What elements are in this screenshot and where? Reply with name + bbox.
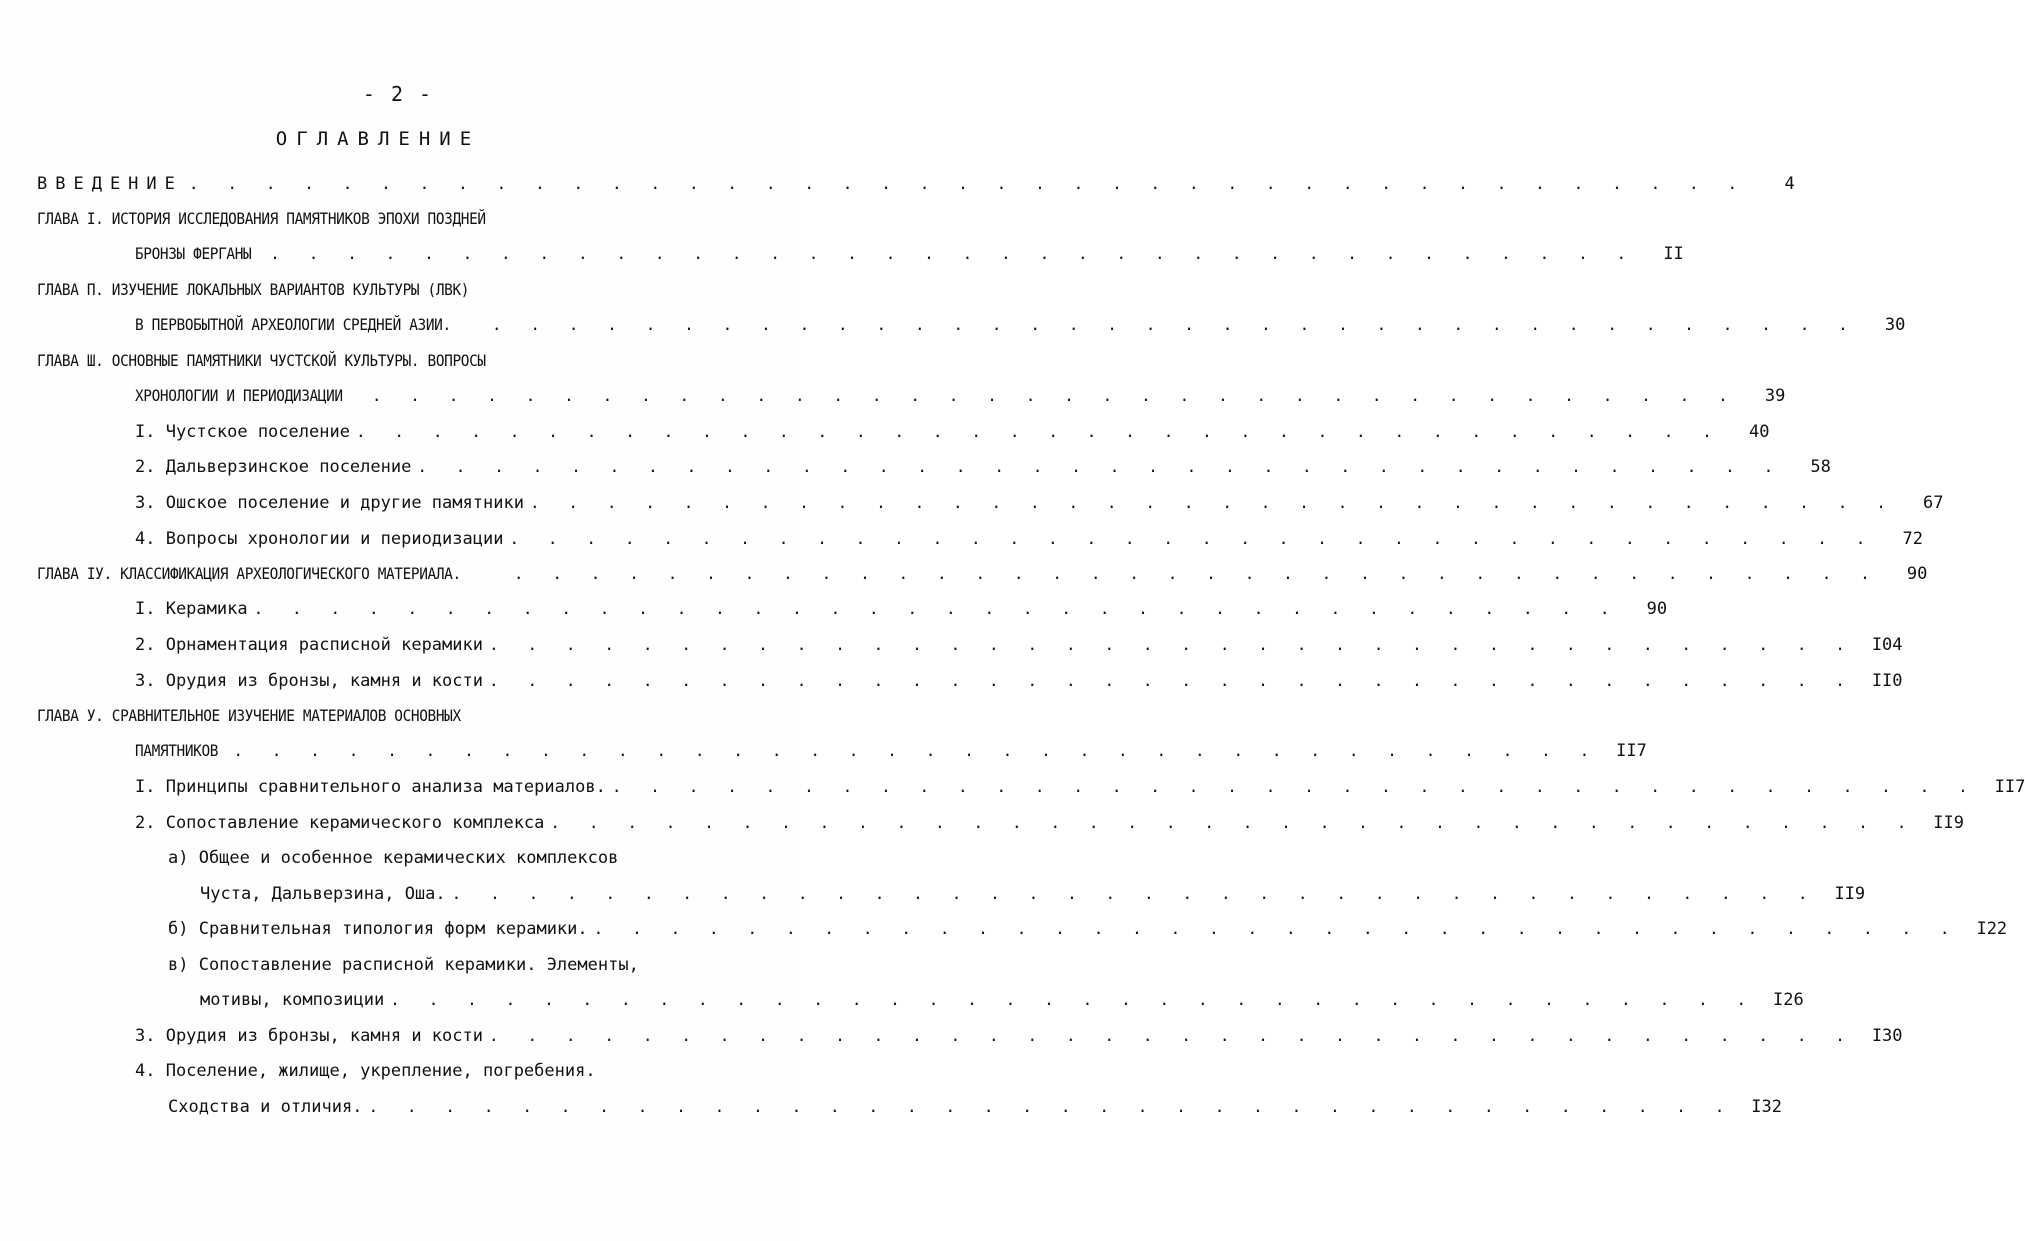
toc-entry-chapter-5-cont[interactable] bbox=[135, 738, 1647, 764]
toc-entry-page: 90 bbox=[1906, 564, 1928, 584]
toc-entry-text: 4. Поселение, жилище, укрепление, погребения. bbox=[135, 1061, 596, 1081]
toc-entry-text: б) Сравнительная типология форм керамики. bbox=[168, 919, 588, 939]
leader-dots: . . . . . . . . . . . . . . . . . . . . . . . . . . . . . . . . . . . . bbox=[489, 671, 1855, 690]
toc-entry-page: 72 bbox=[1902, 529, 1923, 549]
leader-dots: . . . . . . . . . . . . . . . . . . . . . . . . . . . . . . . . . . . . . . . . . bbox=[188, 174, 1747, 193]
leader-dots: . . . . . . . . . . . . . . . . . . . . . . . . . . . . . . . . . . . . bbox=[451, 884, 1818, 903]
toc-entry-page: II0 bbox=[1871, 671, 1903, 691]
leader-dots: . . . . . . . . . . . . . . . . . . . . . . . . . . . . . . . . . . . . bbox=[233, 741, 1599, 760]
toc-entry-chapter-3[interactable] bbox=[37, 348, 723, 374]
toc-entry-text: Сходства и отличия. bbox=[168, 1097, 363, 1117]
toc-entry-page: 39 bbox=[1764, 386, 1786, 406]
toc-entry-chapter-2[interactable] bbox=[37, 277, 723, 303]
toc-entry-page: 30 bbox=[1884, 315, 1906, 335]
leader-dots: . . . . . . . . . . . . . . . . . . . . . . . . . . . . . . . . . . . . bbox=[513, 564, 1880, 583]
toc-entry-text: ХРОНОЛОГИИ И ПЕРИОДИЗАЦИИ bbox=[135, 386, 343, 405]
toc-entry-text: в) Сопоставление расписной керамики. Элементы, bbox=[168, 955, 639, 975]
toc-entry-section-5-3[interactable] bbox=[135, 1023, 1903, 1049]
toc-entry-section-5-1[interactable] bbox=[135, 774, 2025, 800]
leader-dots: . . . . . . . . . . . . . . . . . . . . . . . . . . . . . . . . . . . . bbox=[417, 457, 1783, 476]
toc-entry-section-5-4-cont[interactable] bbox=[168, 1094, 1782, 1120]
toc-entry-page: I04 bbox=[1871, 635, 1903, 655]
toc-entry-text: I. Чустское поселение bbox=[135, 422, 350, 442]
toc-entry-text: ВВЕДЕНИЕ bbox=[37, 174, 183, 194]
toc-entry-section-5-4[interactable] bbox=[135, 1058, 723, 1084]
toc-entry-text: В ПЕРВОБЫТНОЙ АРХЕОЛОГИИ СРЕДНЕЙ АЗИИ. bbox=[135, 315, 451, 334]
toc-entry-subsection-5-2-v[interactable] bbox=[168, 952, 723, 978]
toc-entry-text: ГЛАВА Ш. ОСНОВНЫЕ ПАМЯТНИКИ ЧУСТСКОЙ КУЛЬТУРЫ. ВОПРОСЫ bbox=[37, 351, 486, 370]
leader-dots: . . . . . . . . . . . . . . . . . . . . . . . . . . . . . . . . . . . . bbox=[489, 635, 1855, 654]
toc-heading: ОГЛАВЛЕНИЕ bbox=[275, 128, 481, 150]
toc-entry-page: II9 bbox=[1933, 813, 1964, 833]
leader-dots: . . . . . . . . . . . . . . . . . . . . . . . . . . . . . . . . . . . . bbox=[529, 493, 1896, 512]
toc-entry-page: 4 bbox=[1784, 174, 1795, 194]
leader-dots: . . . . . . . . . . . . . . . . . . . . . . . . . . . . . . . . . . . . bbox=[270, 244, 1636, 263]
toc-entry-introduction[interactable] bbox=[37, 171, 1795, 197]
toc-entry-page: I26 bbox=[1773, 990, 1804, 1010]
toc-entry-text: 3. Ошское поселение и другие памятники bbox=[135, 493, 524, 513]
toc-entry-chapter-3-cont[interactable] bbox=[135, 383, 1786, 409]
toc-entry-text: Чуста, Дальверзина, Оша. bbox=[200, 884, 446, 904]
toc-entry-text: ПАМЯТНИКОВ bbox=[135, 741, 219, 760]
toc-entry-chapter-1[interactable] bbox=[37, 206, 723, 232]
toc-entry-page: II9 bbox=[1834, 884, 1866, 904]
toc-entry-text: ГЛАВА I. ИСТОРИЯ ИССЛЕДОВАНИЯ ПАМЯТНИКОВ ЭПОХИ ПОЗДНЕЙ bbox=[37, 209, 486, 228]
leader-dots: . . . . . . . . . . . . . . . . . . . . . . . . . . . . . . . . . . . . bbox=[611, 777, 1978, 796]
toc-entry-section-4-3[interactable] bbox=[135, 668, 1903, 694]
toc-entry-text: 3. Орудия из бронзы, камня и кости bbox=[135, 1026, 483, 1046]
toc-entry-section-3-3[interactable] bbox=[135, 490, 1944, 516]
toc-entry-text: ГЛАВА П. ИЗУЧЕНИЕ ЛОКАЛЬНЫХ ВАРИАНТОВ КУЛЬТУРЫ (ЛВК) bbox=[37, 280, 470, 299]
toc-entry-text: ГЛАВА IУ. КЛАССИФИКАЦИЯ АРХЕОЛОГИЧЕСКОГО МАТЕРИАЛА. bbox=[37, 564, 461, 583]
leader-dots: . . . . . . . . . . . . . . . . . . . . . . . . . . . . . . . . . . . . bbox=[593, 919, 1960, 938]
toc-entry-text: 3. Орудия из бронзы, камня и кости bbox=[135, 671, 483, 691]
toc-entry-subsection-5-2-a[interactable] bbox=[168, 845, 723, 871]
toc-entry-section-4-1[interactable] bbox=[135, 596, 1668, 622]
leader-dots: . . . . . . . . . . . . . . . . . . . . . . . . . . . . . . . . . . . . bbox=[550, 813, 1916, 832]
leader-dots: . . . . . . . . . . . . . . . . . . . . . . . . . . . . . . . . . . . . bbox=[491, 315, 1858, 334]
leader-dots: . . . . . . . . . . . . . . . . . . . . . . . . . . . . . . . . . . . . bbox=[371, 386, 1738, 405]
toc-entry-page: II7 bbox=[1616, 741, 1647, 761]
toc-entry-text: 2. Сопоставление керамического комплекса bbox=[135, 813, 545, 833]
toc-entry-section-5-2[interactable] bbox=[135, 810, 1964, 836]
leader-dots: . . . . . . . . . . . . . . . . . . . . . . . . . . . . . . . . . . . . bbox=[368, 1097, 1734, 1116]
leader-dots: . . . . . . . . . . . . . . . . . . . . . . . . . . . . . . . . . . . . bbox=[355, 422, 1722, 441]
toc-entry-page: I22 bbox=[1976, 919, 2008, 939]
toc-entry-section-4-2[interactable] bbox=[135, 632, 1903, 658]
toc-entry-section-3-4[interactable] bbox=[135, 526, 1923, 552]
toc-entry-text: а) Общее и особенное керамических комплексов bbox=[168, 848, 619, 868]
toc-entry-chapter-5[interactable] bbox=[37, 703, 723, 729]
page-number: - 2 - bbox=[362, 82, 434, 106]
toc-entry-page: II bbox=[1663, 244, 1684, 264]
leader-dots: . . . . . . . . . . . . . . . . . . . . . . . . . . . . . . . . . . . . bbox=[253, 599, 1620, 618]
toc-entry-chapter-1-cont[interactable] bbox=[135, 241, 1684, 267]
toc-entry-page: I30 bbox=[1871, 1026, 1903, 1046]
toc-entry-subsection-5-2-a-cont[interactable] bbox=[200, 881, 1866, 907]
toc-entry-chapter-4[interactable] bbox=[37, 561, 1928, 587]
toc-entry-page: 40 bbox=[1748, 422, 1770, 442]
toc-entry-subsection-5-2-v-cont[interactable] bbox=[200, 987, 1804, 1013]
toc-entry-text: 2. Дальверзинское поселение bbox=[135, 457, 412, 477]
toc-entry-text: БРОНЗЫ ФЕРГАНЫ bbox=[135, 244, 252, 263]
toc-entry-text: I. Принципы сравнительного анализа материалов. bbox=[135, 777, 606, 797]
toc-entry-page: I32 bbox=[1751, 1097, 1782, 1117]
toc-entry-text: мотивы, композиции bbox=[200, 990, 385, 1010]
toc-entry-text: ГЛАВА У. СРАВНИТЕЛЬНОЕ ИЗУЧЕНИЕ МАТЕРИАЛОВ ОСНОВНЫХ bbox=[37, 706, 461, 725]
toc-entry-section-3-2[interactable] bbox=[135, 454, 1831, 480]
toc-entry-section-3-1[interactable] bbox=[135, 419, 1770, 445]
toc-entry-chapter-2-cont[interactable] bbox=[135, 312, 1906, 338]
toc-entry-subsection-5-2-b[interactable] bbox=[168, 916, 2008, 942]
toc-entry-text: 4. Вопросы хронологии и периодизации bbox=[135, 529, 504, 549]
toc-entry-page: 58 bbox=[1810, 457, 1831, 477]
toc-entry-page: II7 bbox=[1994, 777, 2025, 797]
leader-dots: . . . . . . . . . . . . . . . . . . . . . . . . . . . . . . . . . . . . bbox=[509, 529, 1875, 548]
leader-dots: . . . . . . . . . . . . . . . . . . . . . . . . . . . . . . . . . . . . bbox=[489, 1026, 1855, 1045]
toc-entry-page: 90 bbox=[1646, 599, 1668, 619]
toc-entry-text: 2. Орнаментация расписной керамики bbox=[135, 635, 483, 655]
toc-entry-text: I. Керамика bbox=[135, 599, 248, 619]
toc-entry-page: 67 bbox=[1922, 493, 1944, 513]
leader-dots: . . . . . . . . . . . . . . . . . . . . . . . . . . . . . . . . . . . . bbox=[390, 990, 1756, 1009]
